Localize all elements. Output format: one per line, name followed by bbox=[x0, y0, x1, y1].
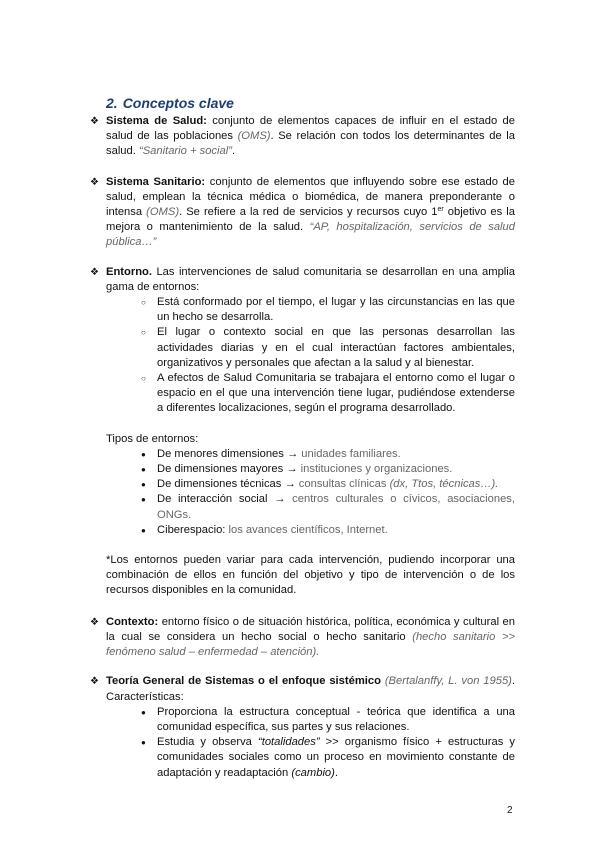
diamond-bullet-icon: ❖ bbox=[90, 116, 99, 127]
tipo-example-italic: (dx, Ttos, técnicas…). bbox=[389, 478, 499, 491]
page-number: 2 bbox=[507, 805, 513, 816]
list-item-text: >> organismo físico + estructuras y comunidades sociales como un proceso en movimiento constante de adaptación y readaptación bbox=[157, 736, 515, 779]
list-item bbox=[106, 462, 515, 477]
tipo-label: De dimensiones mayores → bbox=[157, 463, 301, 476]
definition-text: . Características: bbox=[106, 675, 516, 703]
circle-bullet-icon: ○ bbox=[141, 374, 146, 384]
term: Contexto: bbox=[106, 615, 159, 628]
source-ref: (OMS) bbox=[237, 130, 271, 143]
emphasis: (cambio) bbox=[291, 766, 335, 779]
filled-bullet-icon: ● bbox=[141, 525, 146, 535]
concept-teoria-general-sistemas bbox=[90, 674, 516, 704]
superscript: er bbox=[437, 206, 444, 214]
list-item-text: Estudia y observa bbox=[157, 736, 258, 749]
definition-text: entorno físico o de situación histórica, política, económica y cultural en la cual se considera un hecho social o hecho sanitario bbox=[106, 615, 515, 643]
list-item-text: A efectos de Salud Comunitaria se trabajara el entorno como el lugar o espacio en el que una intervención tiene lugar, pudiéndose extenderse a diferentes localizaciones, según el programa desarrollado. bbox=[157, 372, 515, 415]
tipo-label: De menores dimensiones → bbox=[157, 447, 302, 460]
page-content bbox=[90, 94, 516, 781]
entorno-list bbox=[106, 295, 515, 417]
tipo-example: consultas clínicas bbox=[298, 478, 390, 491]
list-item-text: . bbox=[334, 766, 338, 779]
list-item bbox=[106, 705, 515, 735]
concept-sistema-de-salud bbox=[90, 114, 515, 160]
sistemas-list bbox=[106, 705, 515, 781]
filled-bullet-icon: ● bbox=[141, 738, 146, 748]
list-item bbox=[106, 477, 515, 492]
section-heading bbox=[106, 94, 515, 112]
source-ref: (OMS) bbox=[146, 206, 180, 219]
list-item bbox=[106, 492, 515, 522]
list-item-text: El lugar o contexto social en que las personas desarrollan las actividades diarias y en el cual interactúan factores ambientales, organizativos y personales que afectan a la salud y al bienestar. bbox=[157, 326, 515, 369]
list-item bbox=[106, 447, 515, 462]
example-note: “Sanitario + social” bbox=[138, 145, 232, 158]
concept-contexto bbox=[90, 615, 516, 661]
circle-bullet-icon: ○ bbox=[141, 298, 146, 308]
definition-text: . Se refiere a la red de servicios y recursos cuyo 1 bbox=[179, 206, 438, 219]
tipo-label: Ciberespacio: bbox=[157, 523, 229, 536]
tipo-example: unidades familiares. bbox=[301, 447, 401, 460]
tipos-title: Tipos de entornos: bbox=[106, 432, 199, 445]
filled-bullet-icon: ● bbox=[141, 480, 146, 490]
section-number: 2. bbox=[106, 95, 118, 111]
diamond-bullet-icon: ❖ bbox=[90, 616, 99, 628]
list-item bbox=[106, 523, 515, 538]
emphasis: “totalidades” bbox=[257, 736, 320, 749]
filled-bullet-icon: ● bbox=[141, 707, 146, 717]
definition-text: . bbox=[231, 145, 236, 158]
tipo-example: centros culturales o cívicos, asociaciones, ONGs. bbox=[157, 493, 515, 521]
term: Entorno. bbox=[106, 265, 152, 278]
example-note: (hecho sanitario >> fenómeno salud – enfermedad – atención). bbox=[106, 630, 516, 659]
term: Sistema de Salud: bbox=[106, 115, 207, 127]
diamond-bullet-icon: ❖ bbox=[90, 676, 99, 688]
tipos-list bbox=[106, 447, 515, 538]
filled-bullet-icon: ● bbox=[141, 465, 146, 475]
diamond-bullet-icon: ❖ bbox=[90, 176, 99, 188]
list-item-text: Está conformado por el tiempo, el lugar y las circunstancias en las que un hecho se desarrolla. bbox=[157, 296, 515, 324]
entornos-note: *Los entornos pueden variar para cada intervención, pudiendo incorporar una combinación de ellos en función del objetivo y tipo de intervención o de los recursos disponibles en la comunidad. bbox=[106, 554, 515, 597]
list-item bbox=[106, 295, 515, 325]
list-item bbox=[106, 325, 515, 371]
filled-bullet-icon: ● bbox=[141, 495, 146, 505]
term: Teoría General de Sistemas o el enfoque sistémico bbox=[106, 675, 381, 688]
list-item-text: Proporciona la estructura conceptual - teórica que identifica a una comunidad específica, sus partes y sus relaciones. bbox=[157, 705, 515, 733]
definition-text: conjunto de elementos capaces de influir en el estado de salud de las poblaciones bbox=[106, 115, 515, 143]
tipo-label: De interacción social → bbox=[157, 493, 293, 506]
list-item bbox=[106, 735, 515, 781]
list-item bbox=[106, 371, 515, 417]
circle-bullet-icon: ○ bbox=[141, 328, 146, 338]
term: Sistema Sanitario: bbox=[106, 175, 206, 188]
tipo-example: instituciones y organizaciones. bbox=[300, 463, 453, 476]
tipo-label: De dimensiones técnicas → bbox=[157, 478, 299, 491]
concept-entorno bbox=[90, 265, 515, 295]
tipo-example: los avances científicos, Internet. bbox=[228, 523, 388, 536]
filled-bullet-icon: ● bbox=[141, 449, 146, 459]
section-title: Conceptos clave bbox=[122, 95, 234, 111]
diamond-bullet-icon: ❖ bbox=[90, 266, 99, 278]
definition-text: objetivo es la mejora o mantenimiento de la salud. bbox=[106, 206, 515, 234]
concept-sistema-sanitario bbox=[90, 175, 515, 251]
definition-text: conjunto de elementos que influyendo sobre ese estado de salud, emplean la técnica médica o biomédica, de manera preponderante o intensa bbox=[106, 175, 515, 219]
definition-text: Las intervenciones de salud comunitaria se desarrollan en una amplia gama de entornos: bbox=[106, 265, 515, 293]
example-note: “AP, hospitalización, servicios de salud pública…” bbox=[106, 221, 515, 249]
definition-text: . Se relación con todos los determinantes de la salud. bbox=[106, 130, 515, 158]
source-ref: (Bertalanffy, L. von 1955) bbox=[384, 675, 512, 688]
